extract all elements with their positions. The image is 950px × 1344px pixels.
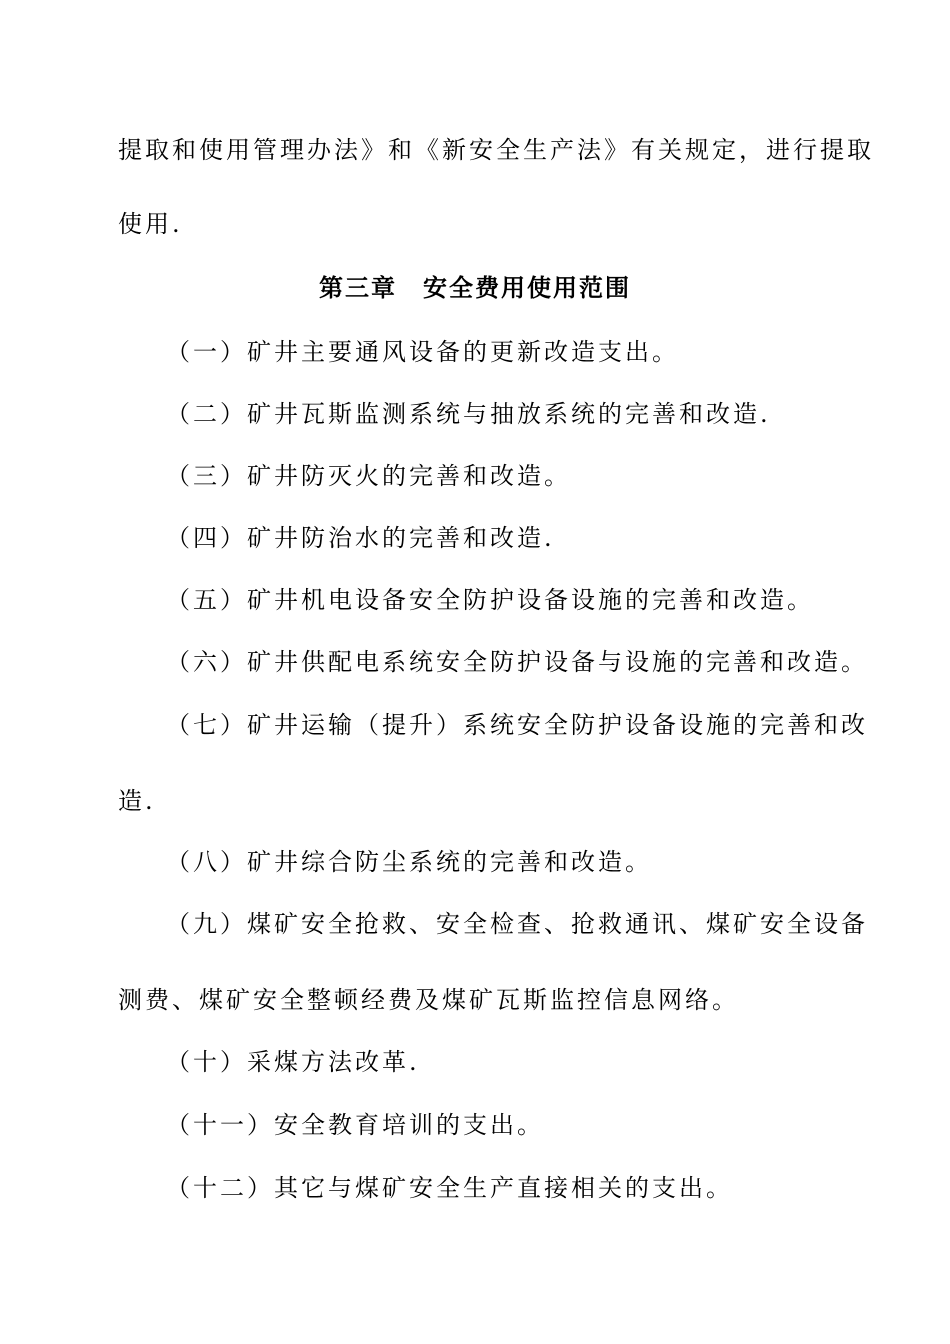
list-item: （六）矿井供配电系统安全防护设备与设施的完善和改造。 [166, 648, 868, 676]
list-item: （十一）安全教育培训的支出。 [166, 1111, 544, 1139]
list-item-continuation: 造. [118, 787, 156, 815]
list-item: （七）矿井运输（提升）系统安全防护设备设施的完善和改 [166, 711, 868, 739]
list-item: （十）采煤方法改革. [166, 1048, 420, 1076]
list-item: （三）矿井防灭火的完善和改造。 [166, 462, 571, 490]
paragraph-line: 使用. [118, 210, 183, 238]
list-item: （十二）其它与煤矿安全生产直接相关的支出。 [166, 1174, 733, 1202]
list-item: （一）矿井主要通风设备的更新改造支出。 [166, 338, 679, 366]
list-item: （四）矿井防治水的完善和改造. [166, 524, 555, 552]
list-item-continuation: 测费、煤矿安全整顿经费及煤矿瓦斯监控信息网络。 [118, 986, 739, 1014]
list-item: （八）矿井综合防尘系统的完善和改造。 [166, 848, 652, 876]
list-item: （二）矿井瓦斯监测系统与抽放系统的完善和改造. [166, 400, 771, 428]
list-item: （五）矿井机电设备安全防护设备设施的完善和改造。 [166, 586, 814, 614]
paragraph-line: 提取和使用管理办法》和《新安全生产法》有关规定，进行提取 [118, 136, 874, 164]
list-item: （九）煤矿安全抢救、安全检查、抢救通讯、煤矿安全设备 [166, 910, 868, 938]
chapter-heading: 第三章 安全费用使用范围 [319, 274, 631, 302]
